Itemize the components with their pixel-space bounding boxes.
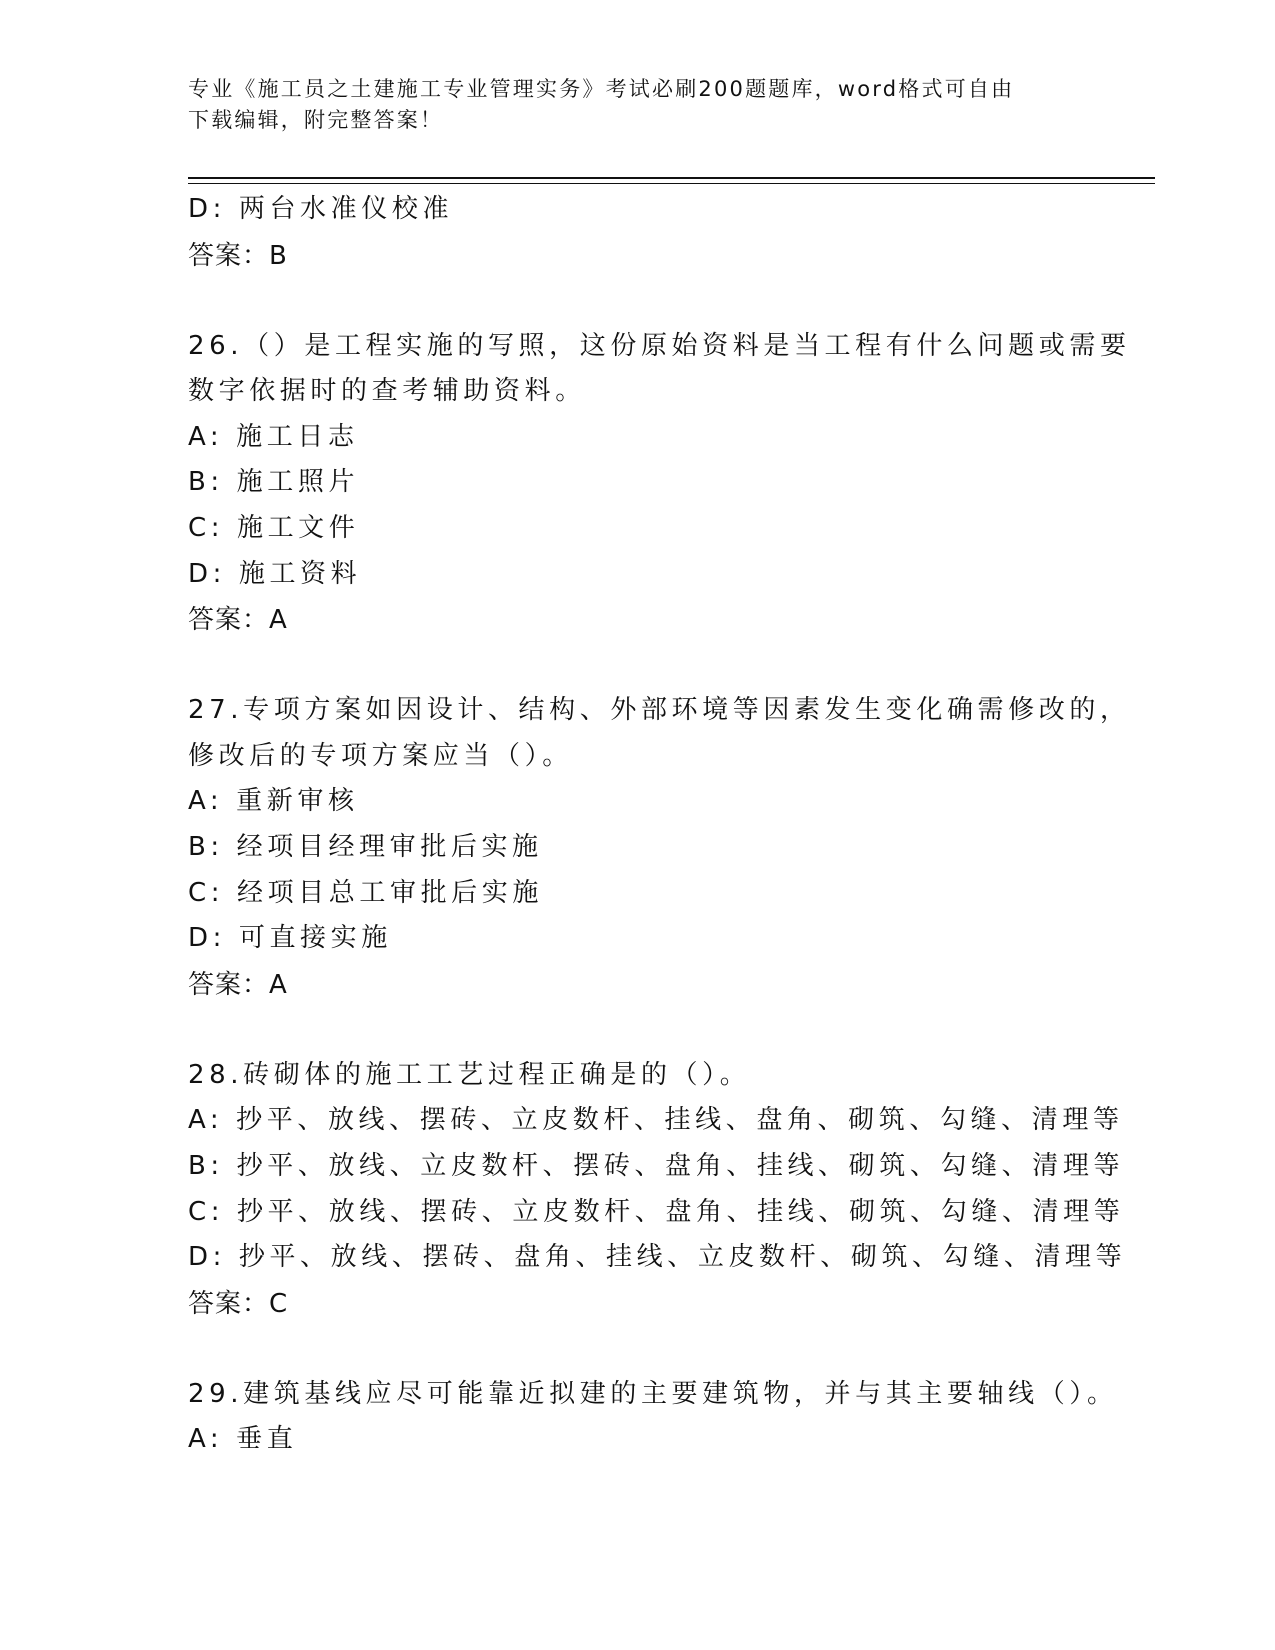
header-divider-thick bbox=[188, 177, 1155, 179]
answer-line: 答案：A bbox=[188, 605, 288, 636]
spacer bbox=[188, 1008, 1148, 1053]
question-stem-line: 26.（）是工程实施的写照，这份原始资料是当工程有什么问题或需要 bbox=[188, 330, 1131, 361]
document-header bbox=[188, 74, 1088, 136]
option-b: B: 经项目经理审批后实施 bbox=[188, 831, 543, 862]
option-d: D: 施工资料 bbox=[188, 558, 362, 589]
option-c: C: 抄平、放线、摆砖、立皮数杆、盘角、挂线、砌筑、勾缝、清理等 bbox=[188, 1196, 1125, 1227]
question-27 bbox=[188, 688, 1148, 1008]
option-b: B: 抄平、放线、立皮数杆、摆砖、盘角、挂线、砌筑、勾缝、清理等 bbox=[188, 1150, 1125, 1181]
option-c: C: 经项目总工审批后实施 bbox=[188, 877, 543, 908]
option-c: C: 施工文件 bbox=[188, 512, 360, 543]
question-stem-line: 27.专项方案如因设计、结构、外部环境等因素发生变化确需修改的， bbox=[188, 695, 1131, 726]
option-a: A: 重新审核 bbox=[188, 786, 359, 817]
header-divider-thin bbox=[188, 183, 1155, 184]
answer-line: 答案：C bbox=[188, 1288, 289, 1319]
question-26 bbox=[188, 324, 1148, 644]
question-stem-line: 29.建筑基线应尽可能靠近拟建的主要建筑物，并与其主要轴线（）。 bbox=[188, 1378, 1118, 1409]
option-a: A: 抄平、放线、摆砖、立皮数杆、挂线、盘角、砌筑、勾缝、清理等 bbox=[188, 1105, 1124, 1136]
option-d: D: 两台水准仪校准 bbox=[188, 194, 454, 224]
answer-line: 答案：B bbox=[188, 240, 288, 271]
option-d: D: 可直接实施 bbox=[188, 923, 392, 954]
question-stem-line: 28.砖砌体的施工工艺过程正确是的（）。 bbox=[188, 1059, 751, 1090]
option-a: A: 垂直 bbox=[188, 1424, 298, 1455]
question-stem-line: 修改后的专项方案应当（）。 bbox=[188, 740, 573, 771]
option-b: B: 施工照片 bbox=[188, 467, 360, 498]
question-list bbox=[188, 187, 1148, 1463]
spacer bbox=[188, 1327, 1148, 1372]
question-stem-line: 数字依据时的查考辅助资料。 bbox=[188, 376, 586, 407]
question-28 bbox=[188, 1053, 1148, 1327]
answer-line: 答案：A bbox=[188, 969, 288, 1000]
header-line-2: 下载编辑，附完整答案！ bbox=[188, 108, 444, 132]
spacer bbox=[188, 643, 1148, 688]
header-line-1: 专业《施工员之土建施工专业管理实务》考试必刷200题题库，word格式可自由 bbox=[188, 77, 1015, 101]
question-25-tail bbox=[188, 187, 1148, 279]
option-d: D: 抄平、放线、摆砖、盘角、挂线、立皮数杆、砌筑、勾缝、清理等 bbox=[188, 1242, 1127, 1273]
question-29 bbox=[188, 1372, 1148, 1463]
spacer bbox=[188, 279, 1148, 324]
option-a: A: 施工日志 bbox=[188, 421, 359, 452]
